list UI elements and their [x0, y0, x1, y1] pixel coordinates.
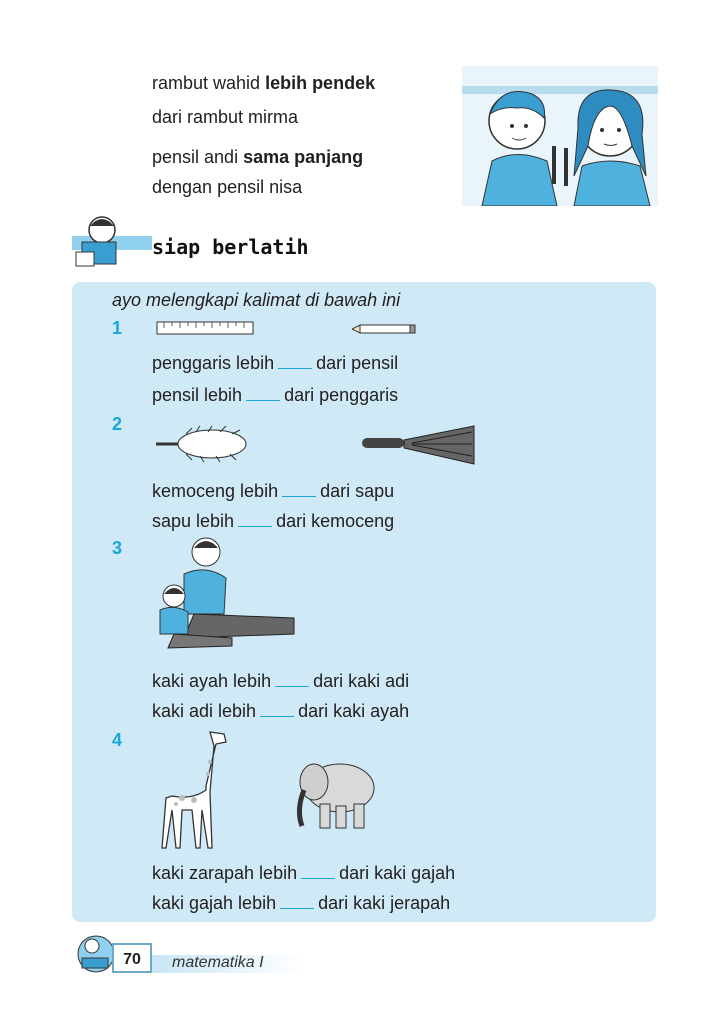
intro-bold: sama panjang	[243, 147, 364, 167]
intro-line-2: dari rambut mirma	[152, 107, 299, 127]
sentence-text: dari kemoceng	[276, 511, 395, 531]
sentence	[152, 862, 455, 884]
intro-text: rambut wahid	[152, 73, 266, 93]
elephant-image	[290, 754, 380, 834]
sentence	[152, 510, 394, 532]
item-number: 2	[112, 414, 123, 434]
sentence-text: kaki adi lebih	[152, 701, 257, 721]
intro-line-1	[152, 72, 375, 94]
sentence-text: kaki gajah lebih	[152, 893, 277, 913]
item-number: 4	[112, 730, 123, 750]
ruler-image	[156, 320, 254, 336]
sentence-text: penggaris lebih	[152, 353, 275, 373]
sentence-text: dari sapu	[320, 481, 395, 501]
feather-duster-image	[156, 424, 252, 464]
item-number: 3	[112, 538, 123, 558]
sentence	[152, 480, 394, 502]
book-title: matematika I	[172, 954, 264, 971]
broom-image	[362, 424, 480, 466]
sentence	[152, 892, 450, 914]
sentence-text: dari kaki ayah	[298, 701, 410, 721]
intro-line-4: dengan pensil nisa	[152, 177, 303, 197]
giraffe-image	[152, 726, 234, 852]
sentence	[152, 384, 398, 406]
intro-bold: lebih pendek	[265, 73, 376, 93]
intro-text: pensil andi	[152, 147, 244, 167]
item-number: 1	[112, 318, 123, 338]
father-and-son-image	[154, 534, 300, 656]
sentence-text: kaki zarapah lebih	[152, 863, 298, 883]
section-title: siap berlatih	[152, 235, 309, 259]
sentence-text: kemoceng lebih	[152, 481, 279, 501]
sentence-text: dari kaki adi	[313, 671, 410, 691]
sentence	[152, 352, 398, 374]
answer-blank[interactable]	[275, 672, 309, 687]
mascot-icon	[72, 212, 152, 272]
intro-line-3	[152, 146, 363, 168]
answer-blank[interactable]	[282, 482, 316, 497]
answer-blank[interactable]	[280, 894, 314, 909]
answer-blank[interactable]	[246, 386, 280, 401]
answer-blank[interactable]	[278, 354, 312, 369]
sentence	[152, 670, 409, 692]
sentence-text: pensil lebih	[152, 385, 243, 405]
sentence-text: sapu lebih	[152, 511, 235, 531]
sentence-text: dari pensil	[316, 353, 399, 373]
answer-blank[interactable]	[301, 864, 335, 879]
answer-blank[interactable]	[260, 702, 294, 717]
answer-blank[interactable]	[238, 512, 272, 527]
sentence-text: dari kaki jerapah	[318, 893, 451, 913]
instruction-text: ayo melengkapi kalimat di bawah ini	[112, 290, 401, 310]
sentence-text: dari penggaris	[284, 385, 399, 405]
sentence	[152, 700, 409, 722]
sentence-text: dari kaki gajah	[339, 863, 456, 883]
sentence-text: kaki ayah lebih	[152, 671, 272, 691]
children-illustration	[462, 66, 658, 206]
pencil-image	[352, 324, 416, 334]
page-number: 70	[112, 943, 152, 973]
